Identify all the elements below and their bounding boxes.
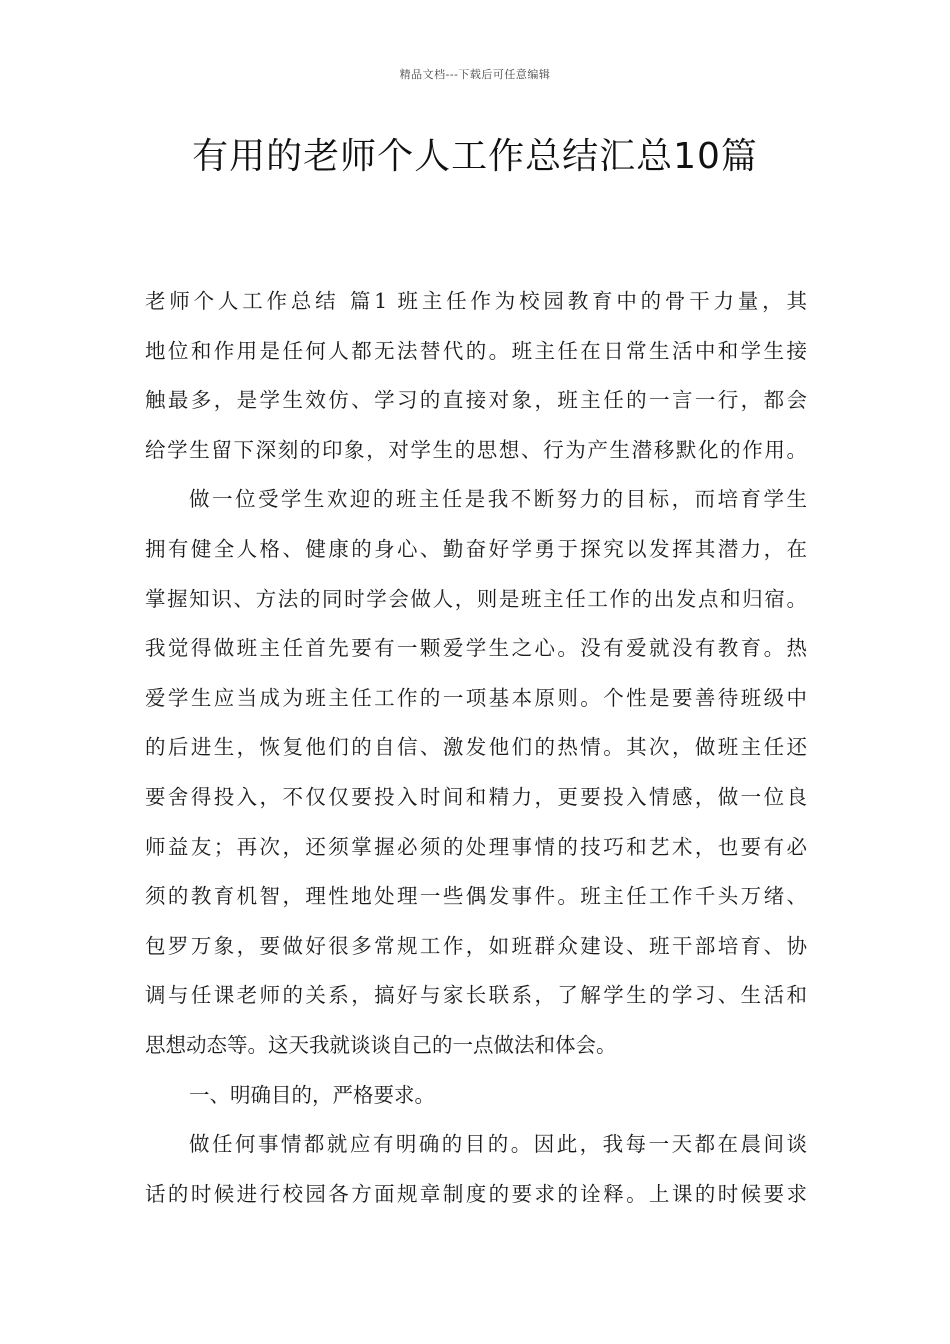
body-line: 师益友；再次，还须掌握必须的处理事情的技巧和艺术，也要有必	[145, 834, 807, 859]
body-line: 包罗万象，要做好很多常规工作，如班群众建设、班干部培育、协	[145, 933, 807, 958]
body-line: 掌握知识、方法的同时学会做人，则是班主任工作的出发点和归宿。	[145, 586, 807, 611]
body-line: 须的教育机智，理性地处理一些偶发事件。班主任工作千头万绪、	[145, 884, 807, 909]
body-line: 思想动态等。这天我就谈谈自己的一点做法和体会。	[145, 1032, 617, 1057]
body-line: 老师个人工作总结 篇1 班主任作为校园教育中的骨干力量，其	[145, 289, 807, 313]
body-line: 我觉得做班主任首先要有一颗爱学生之心。没有爱就没有教育。热	[145, 636, 807, 661]
body-line: 调与任课老师的关系，搞好与家长联系，了解学生的学习、生活和	[145, 983, 807, 1008]
document-body	[145, 283, 807, 1225]
body-line: 话的时候进行校园各方面规章制度的要求的诠释。上课的时候要求	[145, 1181, 807, 1206]
body-line: 做一位受学生欢迎的班主任是我不断努力的目标，而培育学生	[189, 487, 807, 512]
body-line: 地位和作用是任何人都无法替代的。班主任在日常生活中和学生接	[145, 338, 807, 363]
section-heading: 一、明确目的，严格要求。	[189, 1082, 435, 1107]
body-line: 触最多，是学生效仿、学习的直接对象，班主任的一言一行，都会	[145, 388, 807, 413]
page-header-note: 精品文档---下载后可任意编辑	[399, 68, 551, 81]
body-line: 给学生留下深刻的印象，对学生的思想、行为产生潜移默化的作用。	[145, 437, 807, 462]
document-title: 有用的老师个人工作总结汇总10篇	[192, 136, 758, 177]
body-line: 的后进生，恢复他们的自信、激发他们的热情。其次，做班主任还	[145, 735, 807, 760]
body-line: 拥有健全人格、健康的身心、勤奋好学勇于探究以发挥其潜力，在	[145, 536, 807, 561]
body-line: 做任何事情都就应有明确的目的。因此，我每一天都在晨间谈	[189, 1132, 807, 1157]
body-line: 要舍得投入，不仅仅要投入时间和精力，更要投入情感，做一位良	[145, 784, 807, 809]
body-line: 爱学生应当成为班主任工作的一项基本原则。个性是要善待班级中	[145, 685, 807, 710]
